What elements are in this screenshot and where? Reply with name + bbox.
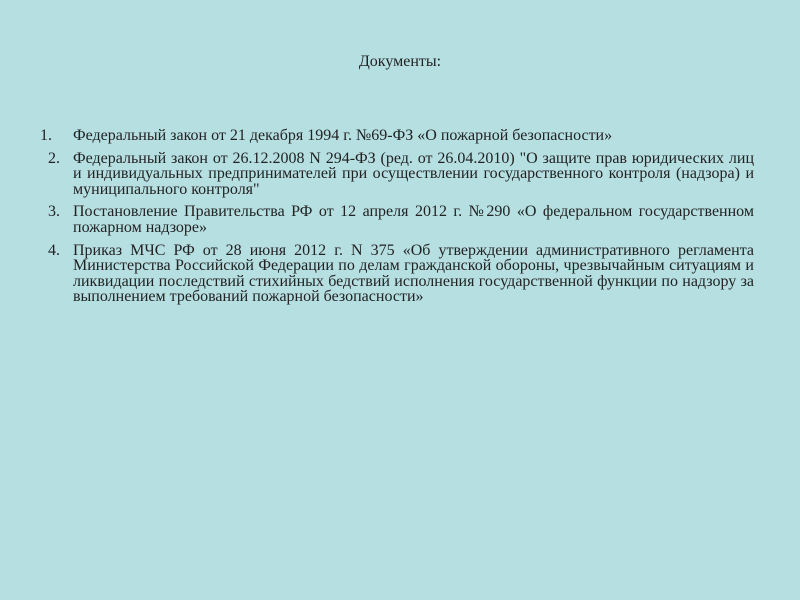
list-item-3 (40, 204, 754, 235)
list-item-text: Федеральный закон от 26.12.2008 N 294-ФЗ (ред. от 26.04.2010) "О защите прав юридических лиц и индивидуальных предпринимателей при осуществлении государственного контроля (надзора) и муниципального контроля" (73, 149, 754, 198)
list-item-text: Приказ МЧС РФ от 28 июня 2012 г. N 375 «Об утверждении административного регламента Министерства Российской Федерации по делам гражданской обороны, чрезвычайным ситуациям и ликвидации последствий стихийных бедствий исполнения государственной функции по надзору за выполнением требований пожарной безопасности» (73, 241, 754, 306)
list-item-number: 1. (40, 127, 52, 144)
documents-list (40, 128, 754, 312)
list-item-number: 4. (48, 241, 60, 259)
list-item-number: 2. (48, 149, 60, 167)
list-item-1 (40, 128, 754, 144)
list-item-text: Постановление Правительства РФ от 12 апреля 2012 г. №290 «О федеральном государственном пожарном надзоре» (73, 203, 754, 236)
list-item-2 (40, 151, 754, 198)
page-title: Документы: (358, 53, 442, 70)
list-item-text: Федеральный закон от 21 декабря 1994 г. №69-ФЗ «О пожарной безопасности» (73, 127, 613, 144)
list-item-number: 3. (48, 203, 60, 221)
list-item-4 (40, 243, 754, 305)
